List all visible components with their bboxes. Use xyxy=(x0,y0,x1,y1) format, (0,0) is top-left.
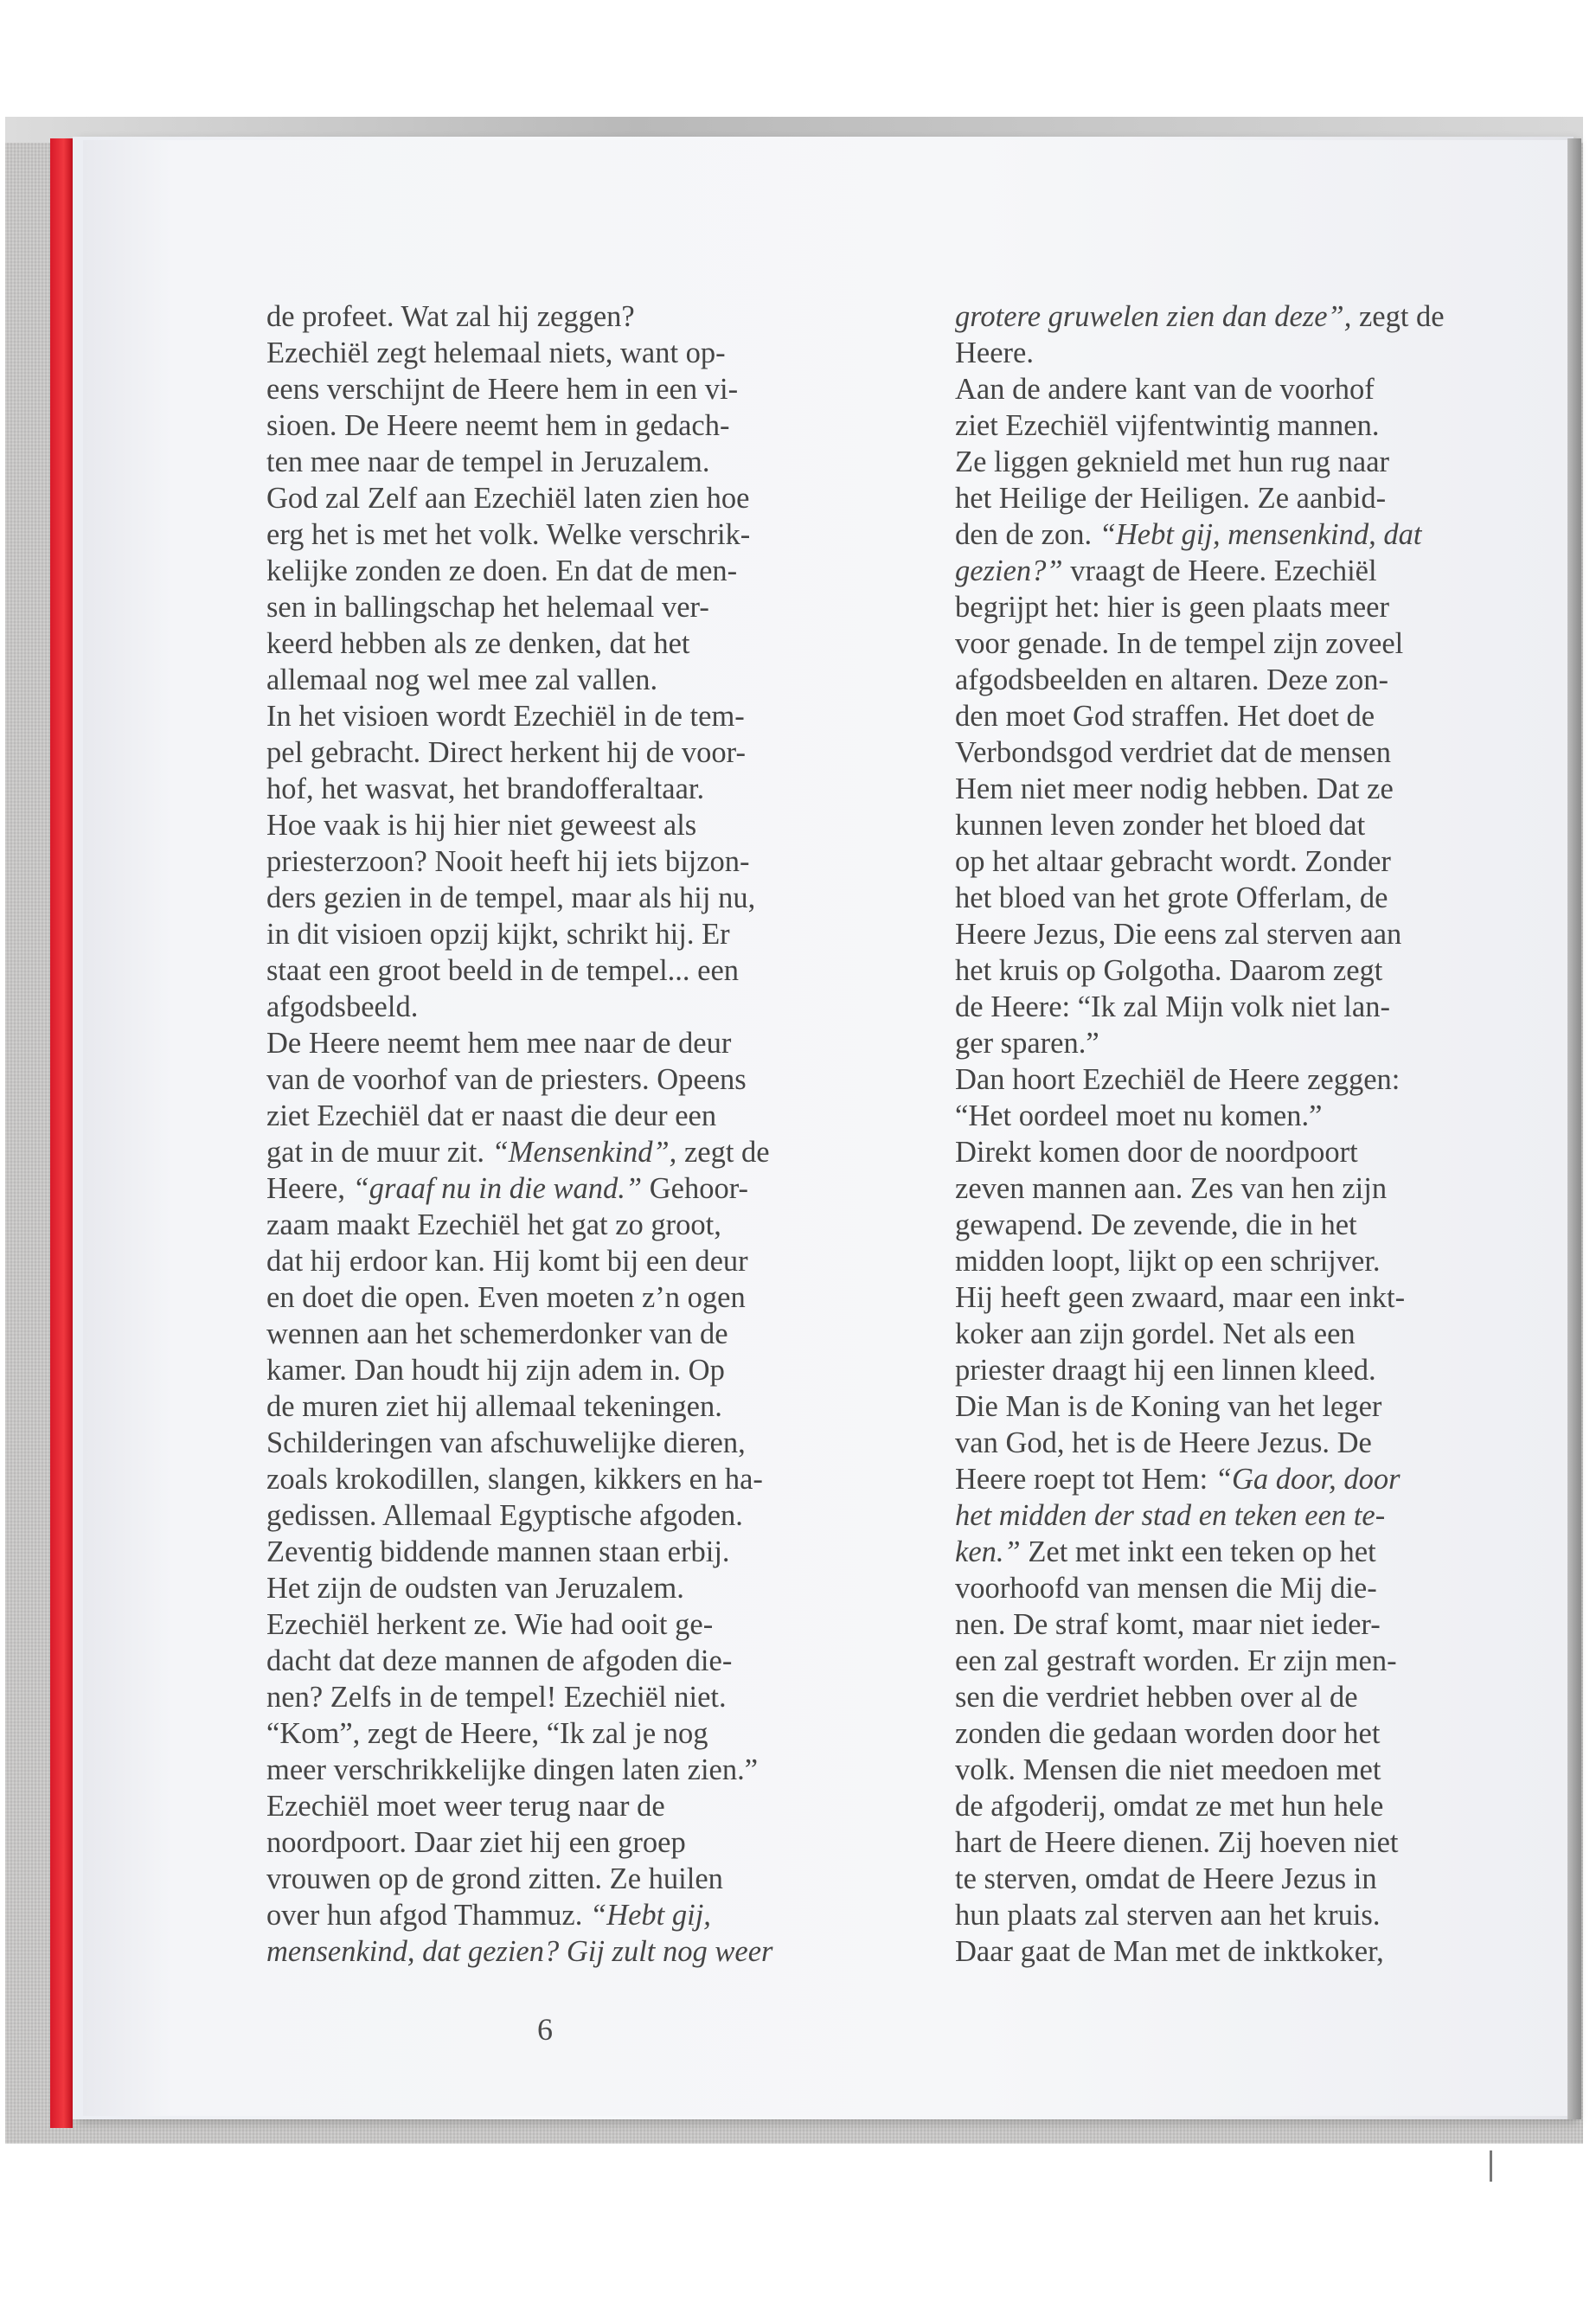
text-run-italic: “Mensenkind”, xyxy=(491,1136,677,1169)
text-run: vraagt de Heere. Ezechiël begrijpt het: hier is geen plaats meer voor genade. In de tempel zijn zoveel afgodsbeelden en altaren. Deze zon- den moet God straffen. Het doet de Verbondsgod verdriet dat de mensen Hem niet meer nodig hebben. Dat ze kunnen leven zonder het bloed dat op het altaar gebracht wordt. Zonder het bloed van het grote Offerlam, de Heere Jezus, Die eens zal sterven aan het kruis op Golgotha. Daarom zegt de Heere: “Ik zal Mijn volk niet lan- ger sparen.” Dan hoort Ezechiël de Heere zeggen: “Het oordeel moet nu komen.” Direkt komen door de noordpoort zeven mannen aan. Zes van hen zijn gewapend. De zevende, die in het midden loopt, lijkt op een schrijver. Hij heeft geen zwaard, maar een inkt- koker aan zijn gordel. Net als een priester draagt hij een linnen kleed. Die Man is de Koning van het leger van God, het is de Heere Jezus. De Heere roept tot Hem: xyxy=(955,554,1406,1496)
text-run: Zet met inkt een teken op het voorhoofd van mensen die Mij die- nen. De straf komt, maar niet ieder- een zal gestraft worden. Er zijn men- sen die verdriet hebben over al de zonden die gedaan worden door het volk. Mensen die niet meedoen met de afgoderij, omdat ze met hun hele hart de Heere dienen. Zij hoeven niet te sterven, omdat de Heere Jezus in hun plaats zal sterven aan het kruis. Daar gaat de Man met de inktkoker, xyxy=(955,1535,1399,1968)
right-text-column xyxy=(955,298,1516,1970)
right-column-text xyxy=(955,298,1516,1970)
text-run: zegt de Heere, xyxy=(266,1136,770,1205)
left-column-text xyxy=(266,298,829,1970)
text-run: de profeet. Wat zal hij zeggen? Ezechiël zegt helemaal niets, want op- eens verschijnt de Heere hem in een vi- sioen. De Heere neemt hem in gedach- ten mee naar de tempel in Jeruzalem. God zal Zelf aan Ezechiël laten zien hoe erg het is met het volk. Welke verschrik- kelijke zonden ze doen. En dat de men- sen in ballingschap het helemaal ver- keerd hebben als ze denken, dat het allemaal nog wel mee zal vallen. In het visioen wordt Ezechiël in de tem- pel gebracht. Direct herkent hij de voor- hof, het wasvat, het brandofferaltaar. Hoe vaak is hij hier niet geweest als priesterzoon? Nooit heeft hij iets bijzon- ders gezien in de tempel, maar als hij nu, in dit visioen opzij kijkt, schrikt hij. Er staat een groot beeld in de tempel... een afgodsbeeld. De Heere neemt hem mee naar de deur van de voorhof van de priesters. Opeens ziet Ezechiël dat er naast die deur een gat in de muur zit. xyxy=(266,300,756,1169)
text-run: zegt de Heere. Aan de andere kant van de voorhof ziet Ezechiël vijfentwintig mannen. Ze liggen geknield met hun rug naar het Heilige der Heiligen. Ze aanbid- den de zon. xyxy=(955,300,1445,551)
red-page-edge xyxy=(50,138,73,2128)
text-run-italic: “graaf nu in die wand.” xyxy=(352,1172,643,1205)
left-text-column xyxy=(266,298,829,1970)
text-run-italic: “Ga door, door het midden der stad en teken een te- ken.” xyxy=(955,1463,1401,1568)
scan-mark xyxy=(1490,2150,1492,2182)
text-run-italic: grotere gruwelen zien dan deze”, xyxy=(955,300,1352,333)
text-run-italic: “Hebt gij, mensenkind, dat gezien? Gij zult nog weer xyxy=(266,1899,773,1968)
page-number: 6 xyxy=(537,2012,553,2047)
text-run: Gehoor- zaam maakt Ezechiël het gat zo groot, dat hij erdoor kan. Hij komt bij een deur en doet die open. Even moeten z’n ogen wennen aan het schemerdonker van de kamer. Dan houdt hij zijn adem in. Op de muren ziet hij allemaal tekeningen. Schilderingen van afschuwelijke dieren, zoals krokodillen, slangen, kikkers en ha- gedissen. Allemaal Egyptische afgoden. Zeventig biddende mannen staan erbij. Het zijn de oudsten van Jeruzalem. Ezechiël herkent ze. Wie had ooit ge- dacht dat deze mannen de afgoden die- nen? Zelfs in de tempel! Ezechiël niet. “Kom”, zegt de Heere, “Ik zal je nog meer verschrikkelijke dingen laten zien.” Ezechiël moet weer terug naar de noordpoort. Daar ziet hij een groep vrouwen op de grond zitten. Ze huilen over hun afgod Thammuz. xyxy=(266,1172,763,1932)
book-fore-edge xyxy=(1567,138,1581,2119)
text-run-italic: “Hebt gij, mensenkind, dat gezien?” xyxy=(955,518,1422,587)
